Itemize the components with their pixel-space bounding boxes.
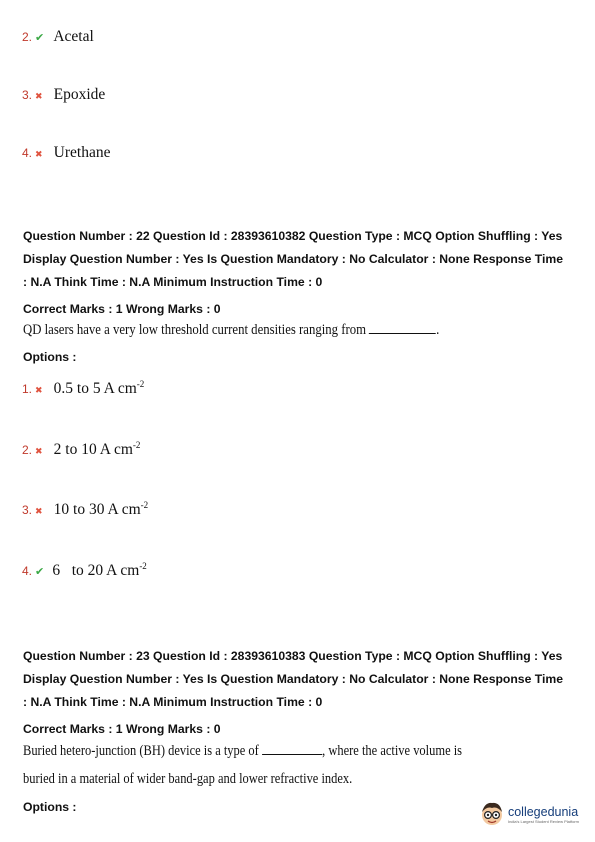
option-number: 4. <box>22 146 33 160</box>
question-meta-line: Question Number : 22 Question Id : 28393610382 Question Type : MCQ Option Shuffling : Yes <box>23 229 563 243</box>
option-row <box>22 142 110 162</box>
option-text: Epoxide <box>53 86 106 103</box>
options-label: Options : <box>23 800 77 814</box>
question-text-part: QD lasers have a very low threshold current densities ranging from <box>23 322 367 338</box>
option-text-main: 6 to 20 A cm <box>52 562 140 579</box>
question-meta-line: Question Number : 23 Question Id : 28393610383 Question Type : MCQ Option Shuffling : Yes <box>23 649 563 663</box>
options-label: Options : <box>23 350 77 364</box>
wrong-cross-icon: ✖ <box>35 507 43 517</box>
option-text <box>54 441 141 458</box>
option-number: 2. <box>22 30 33 44</box>
option-number: 1. <box>22 382 33 396</box>
option-number: 2. <box>22 443 33 457</box>
answer-blank <box>262 742 322 755</box>
question-text-end: , where the active volume is <box>322 743 463 759</box>
question-text <box>23 321 439 339</box>
option-number: 4. <box>22 564 33 578</box>
option-text <box>54 501 148 518</box>
wrong-cross-icon: ✖ <box>35 386 43 396</box>
option-row <box>22 560 147 580</box>
mascot-icon <box>479 800 505 828</box>
option-row <box>22 26 94 46</box>
option-row <box>22 439 140 459</box>
correct-check-icon: ✔ <box>35 31 45 44</box>
option-superscript: -2 <box>140 499 149 510</box>
option-row <box>22 378 144 398</box>
wrong-cross-icon: ✖ <box>35 92 43 102</box>
question-meta-line: Display Question Number : Yes Is Question Mandatory : No Calculator : None Response Time <box>23 672 563 686</box>
collegedunia-logo <box>479 800 579 828</box>
question-meta-line: : N.A Think Time : N.A Minimum Instruction Time : 0 <box>23 275 323 289</box>
wrong-cross-icon: ✖ <box>35 150 43 160</box>
option-text-main: 10 to 30 A cm <box>53 501 141 518</box>
question-meta-line: : N.A Think Time : N.A Minimum Instruction Time : 0 <box>23 695 323 709</box>
option-text: Urethane <box>53 144 111 161</box>
question-marks: Correct Marks : 1 Wrong Marks : 0 <box>23 722 221 736</box>
option-number: 3. <box>22 88 33 102</box>
question-text-part: Buried hetero-junction (BH) device is a type of <box>23 743 259 759</box>
option-text <box>52 562 146 579</box>
logo-name: collegedunia <box>507 804 579 819</box>
question-meta-line: Display Question Number : Yes Is Question Mandatory : No Calculator : None Response Time <box>23 252 563 266</box>
question-marks: Correct Marks : 1 Wrong Marks : 0 <box>23 302 221 316</box>
option-row <box>22 499 148 519</box>
option-superscript: -2 <box>136 378 145 389</box>
question-text-line2: buried in a material of wider band-gap and lower refractive index. <box>23 771 353 787</box>
correct-check-icon: ✔ <box>35 565 45 578</box>
logo-tagline: India's Largest Student Review Platform <box>507 818 579 824</box>
option-text-main: 0.5 to 5 A cm <box>53 380 137 397</box>
question-text-end: . <box>436 322 440 338</box>
question-text <box>23 742 462 760</box>
option-number: 3. <box>22 503 33 517</box>
option-row <box>22 84 105 104</box>
option-text <box>54 380 145 397</box>
option-superscript: -2 <box>132 439 141 450</box>
answer-blank <box>369 321 436 334</box>
option-text: Acetal <box>53 28 94 45</box>
option-superscript: -2 <box>139 560 147 571</box>
wrong-cross-icon: ✖ <box>35 447 43 457</box>
option-text-main: 2 to 10 A cm <box>53 441 133 458</box>
